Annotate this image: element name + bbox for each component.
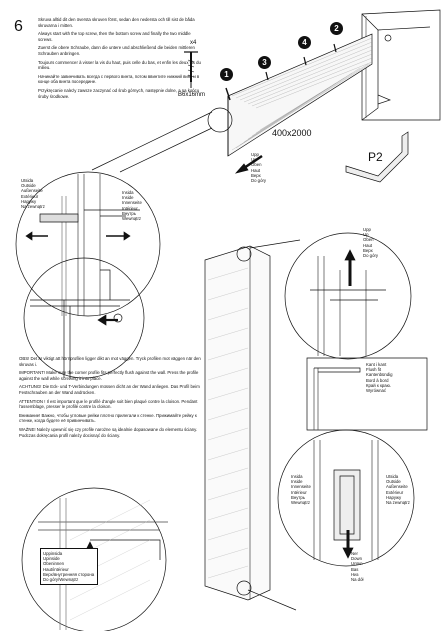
sequence-1-badge: 1 bbox=[220, 68, 233, 81]
instruction-sv: Skruva alltid dit den översta skruven först, sedan den nedersta och till sist de båda skruvarna i mitten. bbox=[38, 17, 195, 28]
step-number: 6 bbox=[14, 18, 23, 35]
sequence-4-badge: 4 bbox=[298, 36, 311, 49]
warning-de: ACHTUNG! Die Eck- und T-Verbindungen müssen dicht an der Wand anliegen. Das Profil beim Festschrauben an der Wand andrücken. bbox=[19, 384, 200, 395]
inner-side-label: Uppinsida Upinside Obeninnen Haut/intérieur Верх/внутренняя сторона Do góry/Wewnątrz bbox=[40, 548, 98, 585]
instruction-pl: Przykręcanie należy zawsze zaczynać od śrub górnych, następnie dolne, a na końcu śruby środkowe. bbox=[38, 87, 200, 99]
sequence-2-badge: 2 bbox=[330, 22, 343, 35]
outside-label-top: Utsida Outside Außenseite Extérieur Наружу Na zewnątrz bbox=[21, 178, 45, 210]
instruction-fr: Toujours commencer à visser la vis du haut, puis celle du bas, et enfin les deux vis du milieu. bbox=[38, 59, 201, 71]
panel-size-label: 400x2000 bbox=[272, 128, 312, 138]
screw-size: B6x16mm bbox=[178, 92, 206, 98]
warning-sv: OBS! Det är viktigt att hörnprofilen ligger dikt an mot väggen. Tryck profilen mot väggen när den skruvas i. bbox=[19, 356, 201, 367]
up-label-main: Upp Up Oben Haut Верх Do góry bbox=[251, 152, 267, 184]
warnings-block bbox=[19, 356, 203, 441]
flush-fit-label: Kant i kant Flush fit Kantenbündig Bord à bord Край к краю. Wyrównać bbox=[366, 362, 393, 394]
outside-label-bottom: Utsida Outside Außenseite Extérieur Наружу Na zewnątrz bbox=[386, 474, 410, 506]
instruction-de: Zuerst die obere Schraube, dann die untere und abschließend die beiden mittleren Schrauben anbringen. bbox=[38, 45, 195, 56]
inside-label-top: Insida Inside Innenseite Intérieur Внутрь Wewnątrz bbox=[122, 190, 142, 222]
warning-en: IMPORTANT! Make sure the corner profile fits perfectly flush against the wall. Press the profile against the wall while screwing it into place. bbox=[19, 370, 199, 381]
warning-fr: ATTENTION ! Il est important que le profilé d'angle soit bien plaqué contre la cloison. Pendant l'assemblage, presser le profilé contre la cloison. bbox=[19, 398, 198, 410]
screw-quantity: x4 bbox=[190, 40, 197, 46]
down-label: Ner Down Unten Bas Низ Na dół bbox=[351, 551, 364, 583]
instructions-block bbox=[38, 17, 206, 102]
warning-ru: Внимание! Важно, чтобы угловые рейки плотно прилегали к стенке. Прижимайте рейку к стенке, когда будете её привинчивать. bbox=[19, 412, 197, 424]
instruction-en: Always start with the top screw, then the bottom screw and finally the two middle screws. bbox=[38, 31, 191, 42]
warning-pl: WAŻNE! Należy upewnić się czy profile narożne są idealnie dopasowane do elementu ściany. Podczas dokręcania profil należy docisnąć do ściany. bbox=[19, 426, 198, 438]
sequence-3-badge: 3 bbox=[258, 56, 271, 69]
up-label-right: Upp Up Oben Haut Верх Do góry bbox=[363, 227, 379, 259]
profile-label: P2 bbox=[368, 150, 383, 164]
inside-label-bottom: Insida Inside Innenseite Intérieur Внутрь Wewnątrz bbox=[291, 474, 311, 506]
instruction-ru: Начинайте завинчивать всегда с первого винта, потом ввинтите нижний винт и в конце оба винта посередине. bbox=[38, 73, 200, 85]
